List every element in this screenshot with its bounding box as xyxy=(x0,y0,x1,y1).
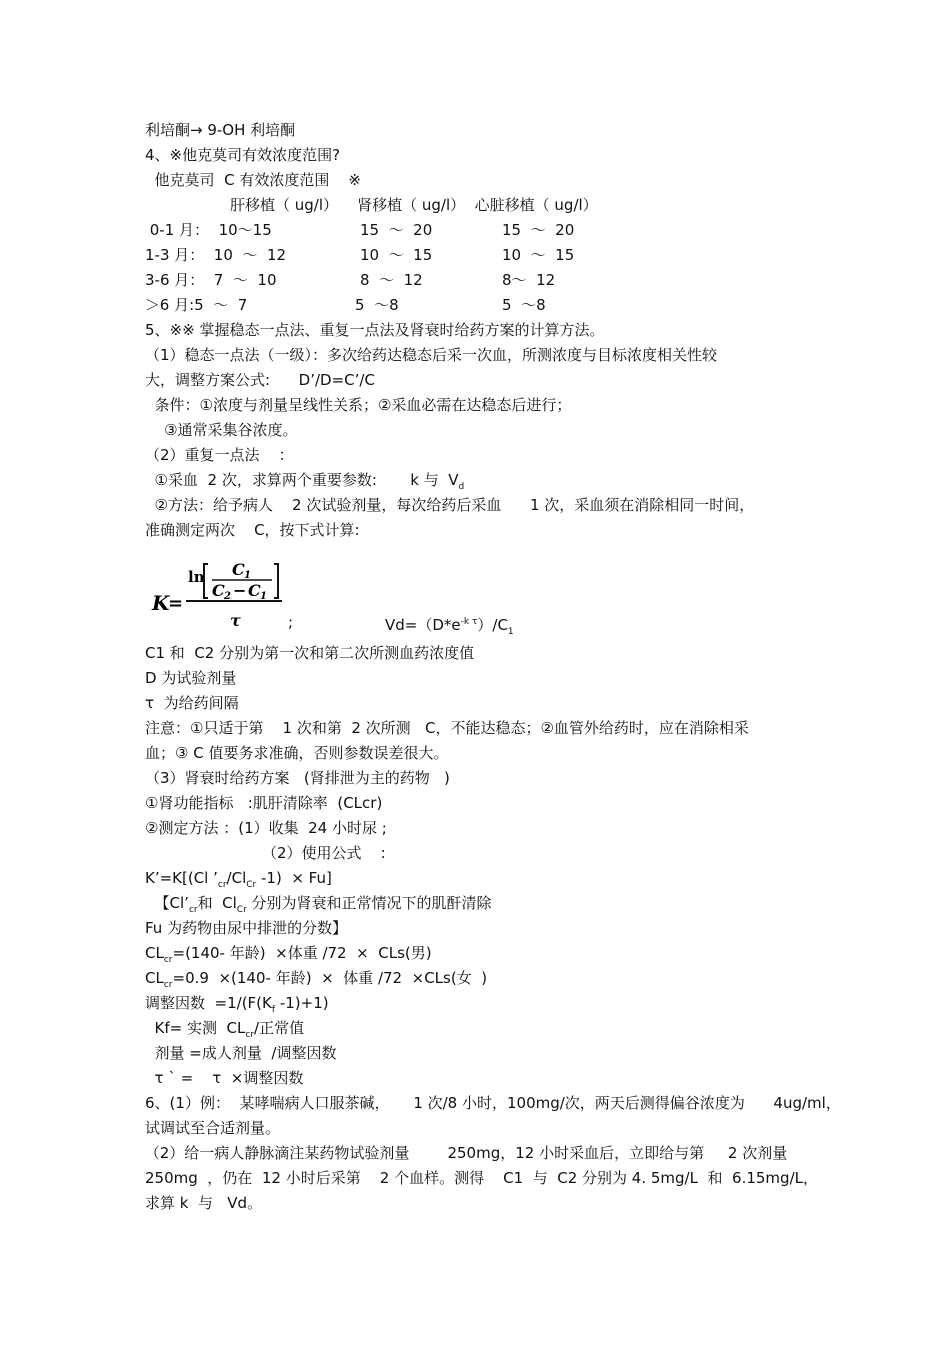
text-line: τ ` = τ ×调整因数 xyxy=(145,1069,304,1087)
k-formula xyxy=(150,558,290,638)
table-cell-heart: 15 ～ 20 xyxy=(502,221,575,239)
text-line: （2）使用公式 : xyxy=(262,844,386,862)
text-line: $CL_{cr}=(140-$ 年龄) ×体重 /72 × CLs(男) xyxy=(145,944,432,965)
text-line: 血；③ C 值要务求准确，否则参数误差很大。 xyxy=(145,744,449,762)
table-cell-kidney: 10 ～ 15 xyxy=(360,246,433,264)
text-line: （2）重复一点法 ： xyxy=(145,446,294,464)
text-line: 剂量 =成人剂量 /调整因数 xyxy=(145,1044,337,1062)
formula-c1-bot-sub: 1 xyxy=(260,591,267,602)
formula-c2-sub: 2 xyxy=(224,591,231,602)
text-line: （2）给一病人静脉滴注某药物试验剂量 250mg，12 小时采血后，立即给与第 2 次剂量 xyxy=(140,1144,788,1162)
table-cell-kidney: 5 ～8 xyxy=(355,296,399,314)
table-row-period: 3-6 月： 7 ～ 10 xyxy=(145,271,277,289)
formula-ln: ln xyxy=(188,568,205,586)
text-line: 条件：①浓度与剂量呈线性关系；②采血必需在达稳态后进行； xyxy=(145,396,572,414)
text-line: $CL_{cr}=0.9 \times(140-$ 年龄) × 体重 /72 ×CLs(女 ) xyxy=(145,969,488,990)
vd-formula: $Vd=(D*e^{-k \tau})/C_1$ xyxy=(385,616,514,637)
section-heading: 4、※他克莫司有效浓度范围? xyxy=(145,146,341,164)
formula-tau: τ xyxy=(230,611,241,630)
formula-c1-bot: C xyxy=(248,581,261,600)
table-row-period: ＞6 月:5 ～ 7 xyxy=(140,296,248,314)
text-line: 他克莫司 C 有效浓度范围 ※ xyxy=(145,171,361,189)
section-heading: 5、※※ 掌握稳态一点法、重复一点法及肾衰时给药方案的计算方法。 xyxy=(145,321,605,339)
table-cell-kidney: 15 ～ 20 xyxy=(360,221,433,239)
text-line: ②方法：给予病人 2 次试验剂量，每次给药后采血 1 次，采血须在消除相同一时间， xyxy=(145,496,755,514)
table-cell-heart: 5 ～8 xyxy=(502,296,546,314)
right-bracket xyxy=(274,564,278,598)
formula-k: K xyxy=(152,591,170,615)
text-line: Kf= 实测 $CL_{cr}/$正常值 xyxy=(145,1019,305,1040)
text-line: ①采血 2 次，求算两个重要参数: k 与 $V_d$ xyxy=(145,471,465,492)
table-row-period: 0-1 月： 10～15 xyxy=(145,221,272,239)
table-header: 肝移植（ ug/l） 肾移植（ ug/l） 心脏移植（ ug/l） xyxy=(230,196,598,214)
formula-minus: − xyxy=(233,581,247,600)
table-cell-kidney: 8 ～ 12 xyxy=(360,271,423,289)
text-line: 大，调整方案公式: D’/D=C’/C xyxy=(145,371,375,389)
formula-eq: = xyxy=(168,593,184,614)
text-line: C1 和 C2 分别为第一次和第二次所测血药浓度值 xyxy=(145,644,475,662)
text-line: 利培酮→ 9-OH 利培酮 xyxy=(145,121,296,139)
text-line: Fu 为药物由尿中排泄的分数】 xyxy=(145,919,348,937)
text-line: 准确测定两次 C，按下式计算: xyxy=(145,521,360,539)
table-cell-heart: 8～ 12 xyxy=(502,271,556,289)
text-line: τ 为给药间隔 xyxy=(145,694,239,712)
table-cell-heart: 10 ～ 15 xyxy=(502,246,575,264)
text-line: （3）肾衰时给药方案 (肾排泄为主的药物 ) xyxy=(145,769,450,787)
text-line: 250mg ，仍在 12 小时后采第 2 个血样。测得 C1 与 C2 分别为 4. 5mg/L 和 6.15mg/L， xyxy=(145,1169,818,1187)
text-line: ③通常采集谷浓度。 xyxy=(145,421,298,439)
text-line: （1）稳态一点法（一级）：多次给药达稳态后采一次血，所测浓度与目标浓度相关性较 xyxy=(145,346,718,364)
text-line: K’=K[(Cl $’_{cr}/Cl_{Cr}$ -1) × Fu] xyxy=(145,869,332,890)
text-line: ②测定方法 ：(1）收集 24 小时尿 ; xyxy=(145,819,387,837)
text-line: 【$Cl’_{cr}$和 $Cl_{Cr}$ 分别为肾衰和正常情况下的肌酐清除 xyxy=(145,894,492,915)
text-line: 调整因数 $=1/(F(K_f$ -1)+1) xyxy=(145,994,329,1015)
text-line: ①肾功能指标 :肌肝清除率 (CLcr) xyxy=(145,794,383,812)
text-line: 求算 k 与 Vd。 xyxy=(145,1194,263,1212)
text-line: D 为试验剂量 xyxy=(145,669,237,687)
text-line: 试调试至合适剂量。 xyxy=(145,1119,281,1137)
formula-c1-top: C xyxy=(232,560,245,579)
text-line: ; xyxy=(288,613,294,631)
text-line: 6、(1）例： 某哮喘病人口服茶碱， 1 次/8 小时，100mg/次，两天后测得偏谷浓度为 4ug/ml， xyxy=(145,1094,841,1112)
formula-c2: C xyxy=(212,581,225,600)
formula-c1-top-sub: 1 xyxy=(244,570,251,581)
table-row-period: 1-3 月： 10 ～ 12 xyxy=(145,246,287,264)
left-bracket xyxy=(204,564,208,598)
text-line: 注意：①只适于第 1 次和第 2 次所测 C，不能达稳态；②血管外给药时，应在消除相采 xyxy=(145,719,749,737)
